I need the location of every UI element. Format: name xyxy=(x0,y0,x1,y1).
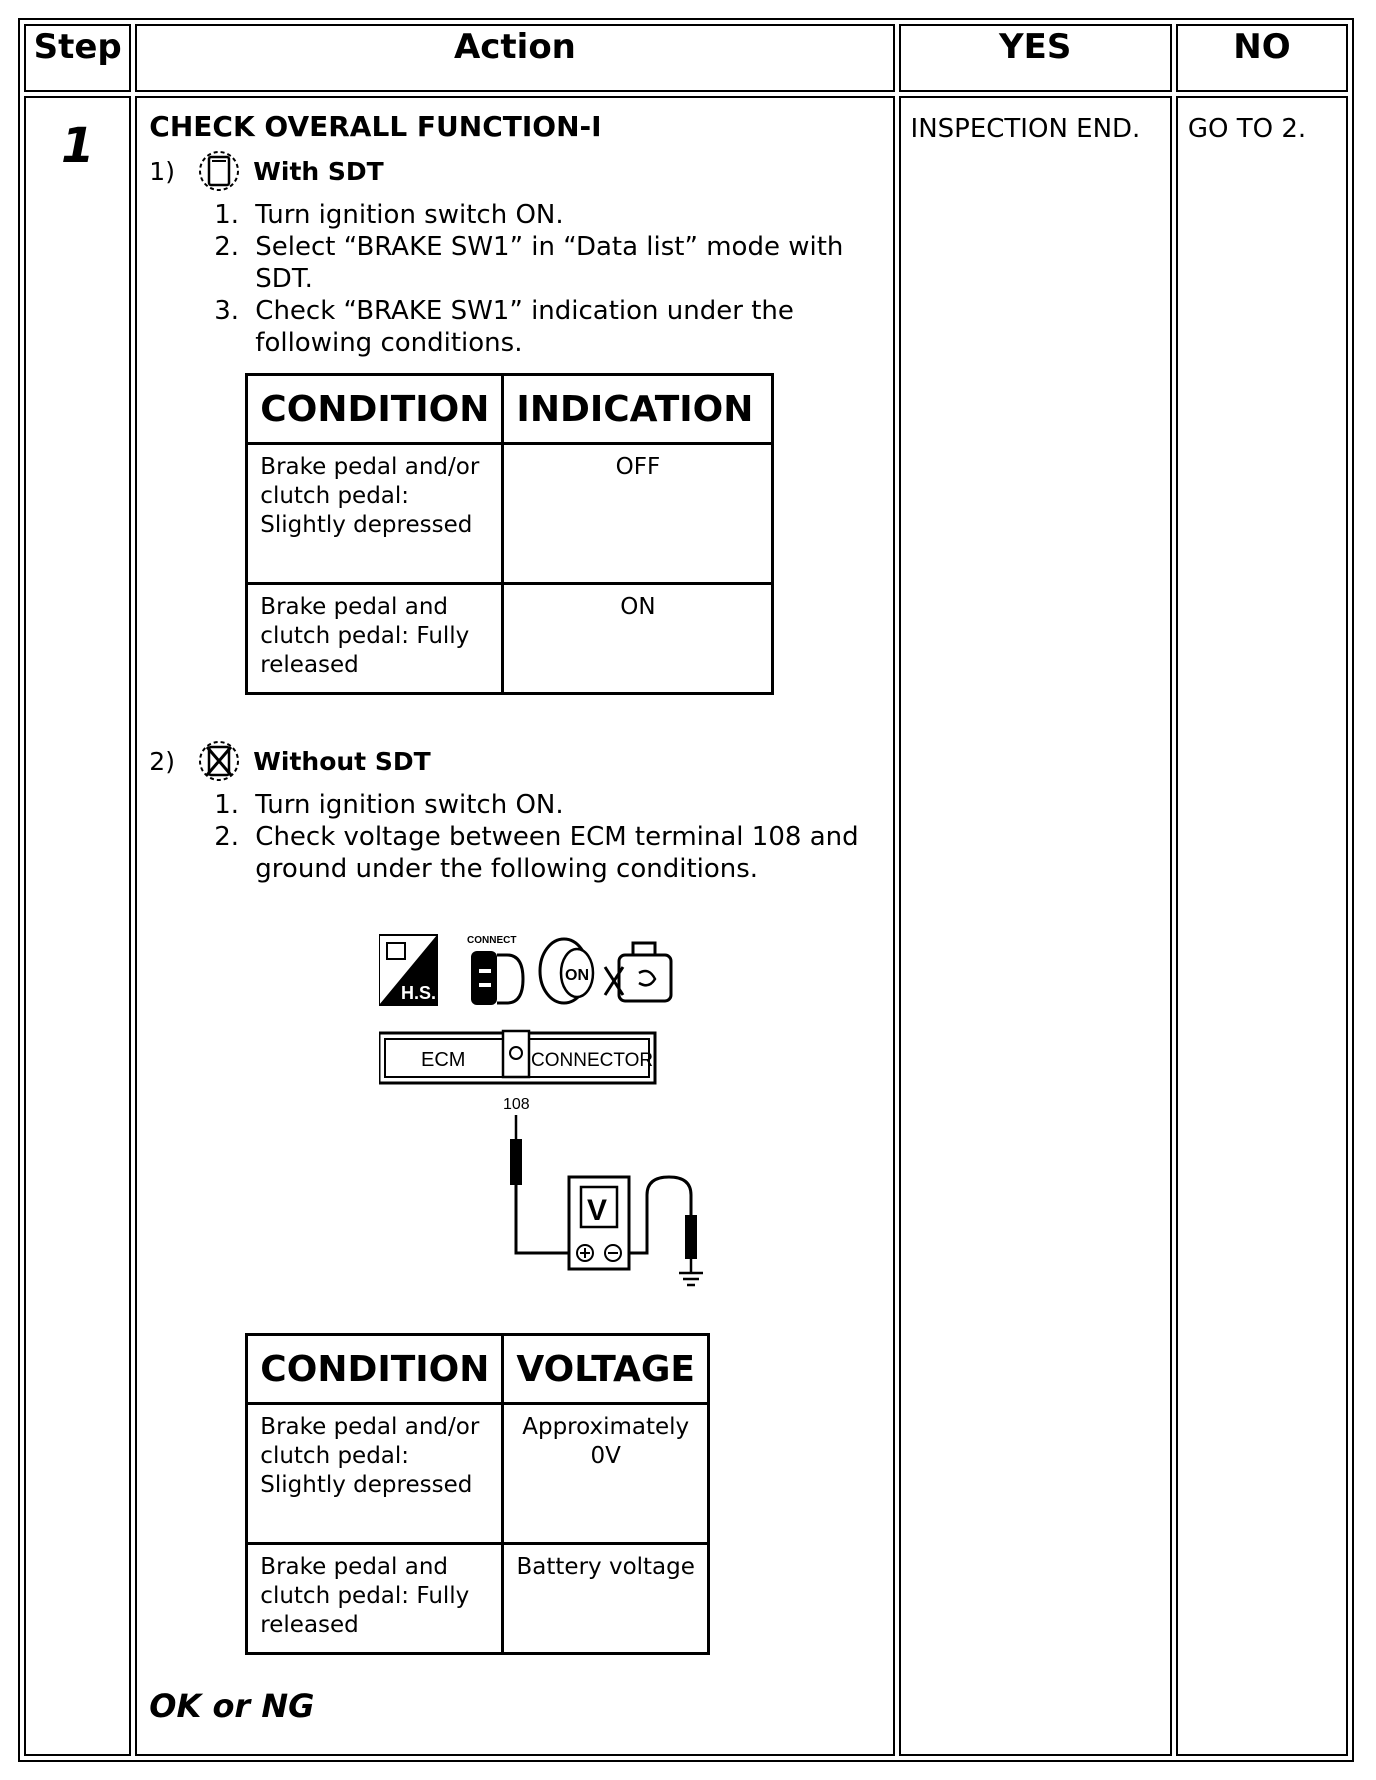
condition-cell: Brake pedal and clutch pedal: Fully released xyxy=(247,1544,503,1654)
list-item: 1. Turn ignition switch ON. xyxy=(247,199,882,231)
connect-icon xyxy=(467,935,523,1005)
without-sdt-steps xyxy=(149,789,882,885)
no-sdt-icon xyxy=(197,739,241,783)
step-row xyxy=(24,96,1348,1756)
meter-label: V xyxy=(587,1194,608,1227)
condition-cell: Brake pedal and clutch pedal: Fully released xyxy=(247,584,503,694)
connector-label: CONNECTOR xyxy=(531,1050,654,1071)
list-item: 1. Turn ignition switch ON. xyxy=(247,789,882,821)
connect-label: CONNECT xyxy=(467,935,517,946)
voltage-cell: Battery voltage xyxy=(503,1544,709,1654)
action-cell xyxy=(135,96,894,1756)
with-sdt-steps xyxy=(149,199,882,359)
with-sdt-label: With SDT xyxy=(253,156,384,186)
step-number: 1 xyxy=(24,96,131,1756)
hs-icon xyxy=(379,935,437,1005)
diagnostic-table xyxy=(18,18,1354,1762)
engine-icon xyxy=(605,943,671,1001)
table-row xyxy=(247,375,773,444)
condition-cell: Brake pedal and/or clutch pedal: Slightly depressed xyxy=(247,1404,503,1544)
voltmeter-icon xyxy=(569,1177,629,1269)
ecm-label: ECM xyxy=(421,1049,466,1071)
table-row xyxy=(247,1335,709,1404)
indication-cell: OFF xyxy=(503,444,773,584)
list-item: 3. Check “BRAKE SW1” indication under the following conditions. xyxy=(247,295,882,359)
terminal-label: 108 xyxy=(503,1096,530,1113)
condition-cell: Brake pedal and/or clutch pedal: Slightly depressed xyxy=(247,444,503,584)
hs-label: H.S. xyxy=(401,983,437,1003)
ok-or-ng: OK or NG xyxy=(149,1687,315,1725)
column-header: CONDITION xyxy=(247,375,503,444)
indication-cell: ON xyxy=(503,584,773,694)
list-item: 2. Select “BRAKE SW1” in “Data list” mode with SDT. xyxy=(247,231,882,295)
column-header: INDICATION xyxy=(503,375,773,444)
part2-number: 2) xyxy=(149,746,175,776)
without-sdt-heading xyxy=(149,739,882,783)
with-sdt-heading xyxy=(149,149,882,193)
no-cell: GO TO 2. xyxy=(1176,96,1348,1756)
table-row xyxy=(247,584,773,694)
ecm-connector xyxy=(379,1031,655,1083)
wiring-diagram xyxy=(379,933,719,1293)
header-yes: YES xyxy=(899,24,1172,92)
table-row xyxy=(247,1404,709,1544)
header-row xyxy=(24,24,1348,92)
part1-number: 1) xyxy=(149,156,175,186)
table-row xyxy=(247,444,773,584)
sdt-icon xyxy=(197,149,241,193)
header-no: NO xyxy=(1176,24,1348,92)
column-header: VOLTAGE xyxy=(503,1335,709,1404)
header-step: Step xyxy=(24,24,131,92)
list-item: 2. Check voltage between ECM terminal 108 and ground under the following conditions. xyxy=(247,821,882,885)
indication-table xyxy=(245,373,774,695)
yes-cell: INSPECTION END. xyxy=(899,96,1172,1756)
header-action: Action xyxy=(135,24,894,92)
ground-icon xyxy=(679,1259,703,1285)
check-title: CHECK OVERALL FUNCTION-I xyxy=(149,110,602,143)
column-header: CONDITION xyxy=(247,1335,503,1404)
voltage-table xyxy=(245,1333,710,1655)
table-row xyxy=(247,1544,709,1654)
on-label: ON xyxy=(565,967,590,984)
without-sdt-label: Without SDT xyxy=(253,746,431,776)
voltage-cell: Approximately 0V xyxy=(503,1404,709,1544)
ignition-on-icon xyxy=(540,939,593,1003)
